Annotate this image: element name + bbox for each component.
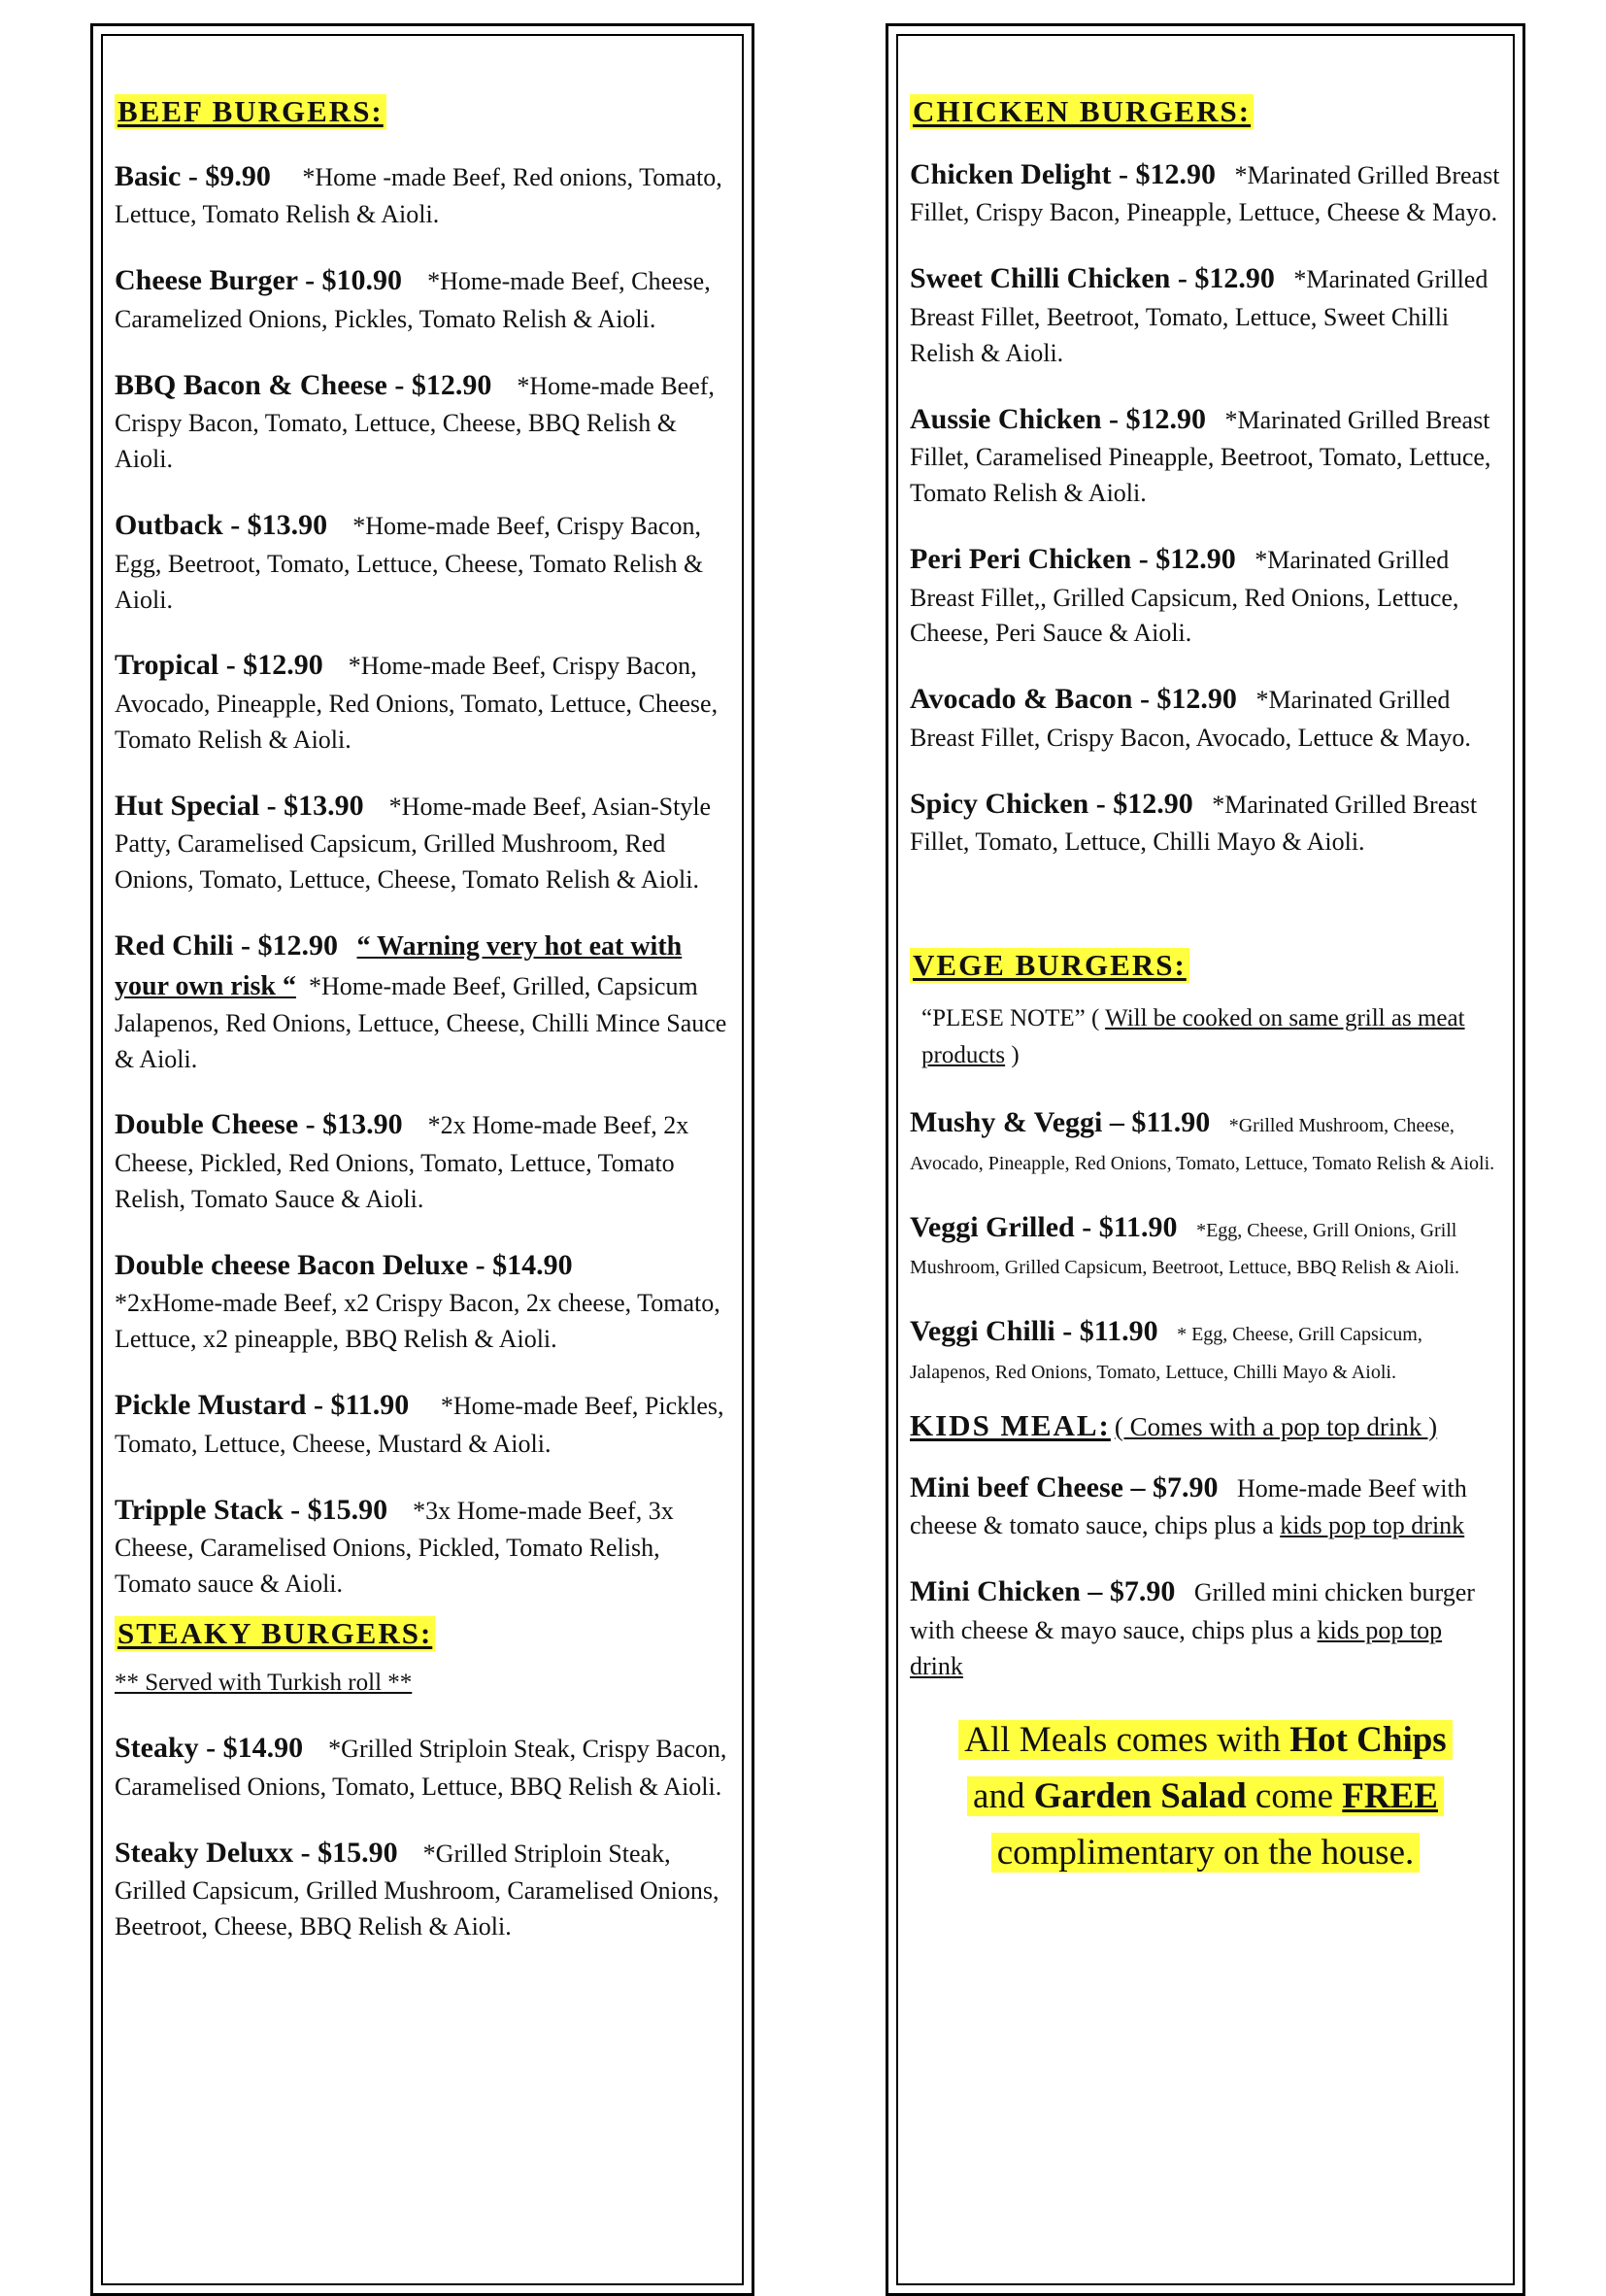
banner-bold: Hot Chips — [1289, 1719, 1447, 1760]
item-description: *Grilled Striploin Steak, Crispy Bacon, Caramelised Onions, Tomato, Lettuce, BBQ Relish & Aioli. — [115, 1735, 727, 1801]
item-name: Hut Special - $13.90 — [115, 789, 364, 822]
vege-note-prefix: “PLESE NOTE” ( — [921, 1005, 1100, 1031]
item-description: *Marinated Grilled Breast Fillet, Caramelised Pineapple, Beetroot, Tomato, Lettuce, Tomato Relish & Aioli. — [910, 405, 1491, 508]
right-menu-panel — [886, 23, 1525, 2296]
item-description: *Egg, Cheese, Grill Onions, Grill Mushroom, Grilled Capsicum, Beetroot, Lettuce, BBQ Relish & Aioli. — [910, 1219, 1460, 1279]
item-name: Outback - $13.90 — [115, 509, 328, 542]
banner-text: and — [973, 1775, 1034, 1816]
vege-burgers-section — [910, 948, 1501, 1388]
menu-item — [910, 539, 1501, 652]
item-description: *3x Home-made Beef, 3x Cheese, Caramelised Onions, Pickled, Tomato Relish, Tomato sauce & Aioli. — [115, 1496, 674, 1599]
item-description: *Home-made Beef, Asian-Style Patty, Caramelised Capsicum, Grilled Mushroom, Red Onions, Tomato, Lettuce, Cheese, Tomato Relish & Aioli. — [115, 792, 712, 895]
item-description: *Marinated Grilled Breast Fillet, Tomato, Lettuce, Chilli Mayo & Aioli. — [910, 790, 1478, 857]
menu-item — [910, 1571, 1501, 1684]
item-name: Chicken Delight - $12.90 — [910, 157, 1216, 190]
banner-bold: Garden Salad — [1033, 1775, 1247, 1816]
free-sides-banner — [910, 1712, 1501, 1882]
item-name: Aussie Chicken - $12.90 — [910, 402, 1207, 435]
item-description: *Home-made Beef, Crispy Bacon, Egg, Beetroot, Tomato, Lettuce, Cheese, Tomato Relish & Aioli. — [115, 512, 704, 614]
item-description: Home-made Beef with cheese & tomato sauce, chips plus a — [910, 1473, 1467, 1540]
item-description: *Marinated Grilled Breast Fillet, Crispy Bacon, Pineapple, Lettuce, Cheese & Mayo. — [910, 160, 1500, 227]
kids-meal-subtitle: ( Comes with a pop top drink ) — [1114, 1411, 1438, 1441]
menu-item — [115, 260, 730, 338]
menu-item — [910, 784, 1501, 861]
menu-item — [115, 1490, 730, 1603]
item-name: Spicy Chicken - $12.90 — [910, 787, 1193, 820]
vege-note-underlined: Will be cooked on same grill as meat products — [921, 1005, 1465, 1068]
item-description: *Grilled Mushroom, Cheese, Avocado, Pineapple, Red Onions, Tomato, Lettuce, Tomato Relish & Aioli. — [910, 1115, 1495, 1174]
item-description: *Home-made Beef, Pickles, Tomato, Lettuce, Cheese, Mustard & Aioli. — [115, 1392, 724, 1458]
item-name: Peri Peri Chicken - $12.90 — [910, 542, 1236, 575]
item-name: Red Chili - $12.90 — [115, 929, 339, 962]
item-name: Double cheese Bacon Deluxe - $14.90 — [115, 1248, 573, 1281]
vege-note — [910, 1000, 1501, 1073]
item-name: Mini beef Cheese – $7.90 — [910, 1470, 1219, 1503]
beef-burgers-section — [115, 94, 730, 1603]
banner-text: complimentary on the house. — [996, 1833, 1415, 1874]
beef-burgers-heading: BEEF BURGERS: — [115, 94, 386, 129]
item-name: Cheese Burger - $10.90 — [115, 264, 403, 297]
kids-meal-heading: KIDS MEAL: — [910, 1407, 1111, 1442]
menu-item — [115, 1728, 730, 1806]
menu-item — [115, 1385, 730, 1463]
item-name: Pickle Mustard - $11.90 — [115, 1389, 410, 1422]
chicken-burgers-heading: CHICKEN BURGERS: — [910, 94, 1254, 129]
item-description: *Home-made Beef, Crispy Bacon, Avocado, Pineapple, Red Onions, Tomato, Lettuce, Cheese, Tomato Relish & Aioli. — [115, 652, 719, 754]
menu-item — [910, 1311, 1501, 1389]
banner-text: All Meals comes with — [964, 1719, 1290, 1760]
item-description: *Marinated Grilled Breast Fillet, Crispy Bacon, Avocado, Lettuce & Mayo. — [910, 686, 1471, 752]
menu-item — [115, 365, 730, 478]
item-description: *Marinated Grilled Breast Fillet,, Grilled Capsicum, Red Onions, Lettuce, Cheese, Peri Sauce & Aioli. — [910, 545, 1459, 648]
item-name: Steaky - $14.90 — [115, 1732, 304, 1765]
banner-line — [958, 1720, 1452, 1760]
item-description: *Home-made Beef, Grilled, Capsicum Jalapenos, Red Onions, Lettuce, Cheese, Chilli Mince Sauce & Aioli. — [115, 971, 727, 1073]
item-name: Mushy & Veggi – $11.90 — [910, 1106, 1211, 1138]
steaky-burgers-section — [115, 1616, 730, 1945]
kids-drink-link: kids pop top drink — [1280, 1511, 1465, 1540]
item-description: *Home-made Beef, Crispy Bacon, Tomato, Lettuce, Cheese, BBQ Relish & Aioli. — [115, 371, 715, 474]
item-description: *Home -made Beef, Red onions, Tomato, Lettuce, Tomato Relish & Aioli. — [115, 162, 722, 229]
item-description: * Egg, Cheese, Grill Capsicum, Jalapenos, Red Onions, Tomato, Lettuce, Chilli Mayo & Aioli. — [910, 1324, 1422, 1383]
menu-item — [910, 1207, 1501, 1285]
menu-item — [115, 786, 730, 898]
item-description: *Marinated Grilled Breast Fillet, Beetroot, Tomato, Lettuce, Sweet Chilli Relish & Aioli. — [910, 265, 1489, 367]
item-name: BBQ Bacon & Cheese - $12.90 — [115, 368, 492, 401]
item-name: Veggi Chilli - $11.90 — [910, 1315, 1158, 1347]
kids-meal-section — [910, 1408, 1501, 1685]
item-name: Double Cheese - $13.90 — [115, 1108, 403, 1141]
item-description: Grilled mini chicken burger with cheese & mayo sauce, chips plus a — [910, 1578, 1475, 1644]
menu-item — [115, 505, 730, 618]
menu-item-red-chili — [115, 926, 730, 1077]
banner-free: FREE — [1342, 1775, 1438, 1816]
menu-item — [115, 156, 730, 234]
item-name: Tropical - $12.90 — [115, 649, 323, 682]
item-name: Sweet Chilli Chicken - $12.90 — [910, 262, 1275, 295]
menu-item — [115, 1833, 730, 1945]
left-menu-panel — [90, 23, 754, 2296]
item-description: *Grilled Striploin Steak, Grilled Capsicum, Grilled Mushroom, Caramelised Onions, Beetroot, Cheese, BBQ Relish & Aioli. — [115, 1839, 719, 1941]
item-name: Tripple Stack - $15.90 — [115, 1493, 388, 1526]
steaky-note: ** Served with Turkish roll ** — [115, 1669, 413, 1696]
kids-drink-link: kids pop top drink — [910, 1615, 1443, 1680]
menu-item — [910, 258, 1501, 371]
item-description: *2x Home-made Beef, 2x Cheese, Pickled, Red Onions, Tomato, Lettuce, Tomato Relish, Tomato Sauce & Aioli. — [115, 1111, 689, 1213]
menu-item — [910, 399, 1501, 512]
item-name: Basic - $9.90 — [115, 159, 271, 192]
chicken-burgers-section — [910, 94, 1501, 861]
menu-item — [115, 1104, 730, 1217]
item-name: Steaky Deluxx - $15.90 — [115, 1836, 398, 1869]
banner-line — [991, 1833, 1421, 1873]
menu-item — [910, 1468, 1501, 1545]
menu-item — [910, 154, 1501, 232]
banner-line — [967, 1776, 1444, 1816]
item-description: *2xHome-made Beef, x2 Crispy Bacon, 2x cheese, Tomato, Lettuce, x2 pineapple, BBQ Relish & Aioli. — [115, 1289, 720, 1354]
item-description: *Home-made Beef, Cheese, Caramelized Onions, Pickles, Tomato Relish & Aioli. — [115, 267, 711, 333]
steaky-burgers-heading: STEAKY BURGERS: — [115, 1616, 435, 1651]
item-name: Avocado & Bacon - $12.90 — [910, 683, 1237, 716]
heat-warning: “ Warning very hot eat with your own risk “ — [115, 931, 683, 1001]
vege-burgers-heading: VEGE BURGERS: — [910, 948, 1189, 983]
menu-item — [115, 1245, 730, 1358]
item-name: Mini Chicken – $7.90 — [910, 1575, 1176, 1608]
menu-item — [115, 645, 730, 758]
menu-item — [910, 1102, 1501, 1180]
vege-note-suffix: ) — [1011, 1041, 1020, 1068]
menu-item — [910, 679, 1501, 757]
banner-text: come — [1246, 1775, 1343, 1816]
item-name: Veggi Grilled - $11.90 — [910, 1210, 1178, 1243]
